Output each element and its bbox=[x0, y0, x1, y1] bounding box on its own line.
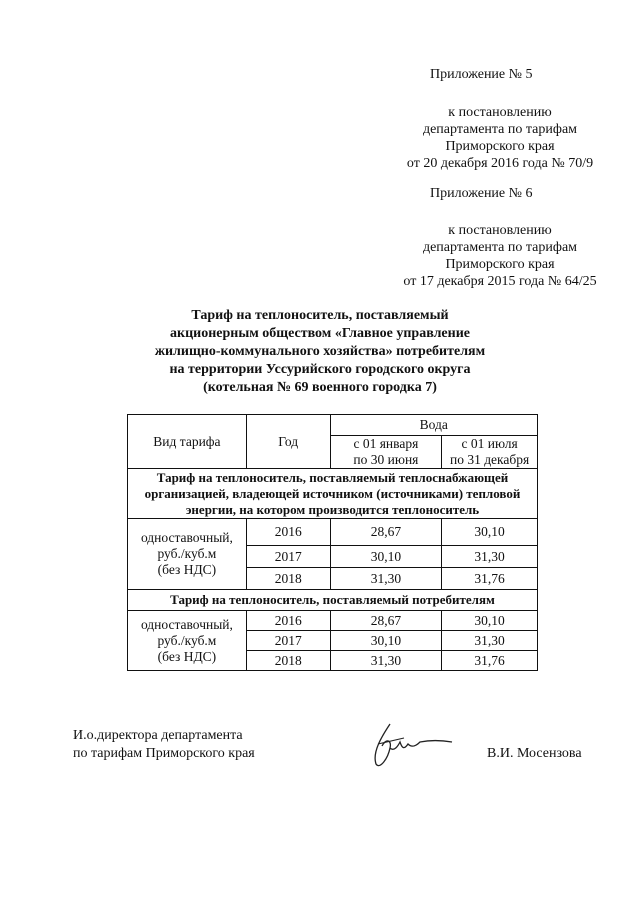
section-title: Тариф на теплоноситель, поставляемый теплоснабжающей организацией, владеющей источником (источниками) тепловой энергии, на котором производится теплоноситель bbox=[128, 469, 538, 519]
position-line: по тарифам Приморского края bbox=[73, 746, 255, 761]
appendix-5-reference bbox=[400, 104, 600, 172]
signatory-position bbox=[73, 727, 255, 763]
header-period-1 bbox=[330, 436, 442, 469]
appendix-6-reference bbox=[400, 222, 600, 290]
type-line: руб./куб.м bbox=[157, 546, 217, 561]
position-line: И.о.директора департамента bbox=[73, 728, 243, 743]
type-line: одноставочный, bbox=[140, 616, 233, 632]
section-title: Тариф на теплоноситель, поставляемый потребителям bbox=[128, 590, 538, 611]
title-line: (котельная № 69 военного городка 7) bbox=[203, 380, 437, 395]
value-cell: 30,10 bbox=[330, 546, 442, 568]
period-line: с 01 июля bbox=[461, 436, 518, 451]
title-line: жилищно-коммунального хозяйства» потребителям bbox=[154, 344, 486, 359]
header-water: Вода bbox=[330, 415, 537, 436]
value-cell: 28,67 bbox=[330, 519, 442, 546]
value-cell: 31,30 bbox=[442, 631, 538, 651]
type-line: (без НДС) bbox=[157, 562, 217, 577]
reference-line: к постановлению bbox=[448, 223, 552, 238]
reference-line: департамента по тарифам bbox=[422, 240, 578, 255]
value-cell: 31,76 bbox=[442, 568, 538, 590]
value-cell: 31,30 bbox=[330, 651, 442, 671]
value-cell: 30,10 bbox=[442, 611, 538, 631]
value-cell: 31,30 bbox=[442, 546, 538, 568]
value-cell: 28,67 bbox=[330, 611, 442, 631]
period-line: по 31 декабря bbox=[449, 452, 530, 467]
type-label bbox=[128, 519, 247, 590]
type-line: руб./куб.м bbox=[157, 632, 217, 648]
reference-line: департамента по тарифам bbox=[422, 122, 578, 137]
year-cell: 2018 bbox=[246, 651, 330, 671]
handwritten-signature bbox=[360, 718, 460, 778]
value-cell: 30,10 bbox=[442, 519, 538, 546]
type-line: одноставочный, bbox=[140, 530, 233, 545]
reference-line: к постановлению bbox=[448, 105, 552, 120]
document-title bbox=[100, 307, 540, 397]
value-cell: 30,10 bbox=[330, 631, 442, 651]
title-line: Тариф на теплоноситель, поставляемый bbox=[191, 308, 449, 323]
reference-line: Приморского края bbox=[445, 139, 555, 154]
year-cell: 2017 bbox=[246, 631, 330, 651]
year-cell: 2017 bbox=[246, 546, 330, 568]
value-cell: 31,76 bbox=[442, 651, 538, 671]
header-type: Вид тарифа bbox=[128, 415, 247, 469]
header-year: Год bbox=[246, 415, 330, 469]
value-cell: 31,30 bbox=[330, 568, 442, 590]
tariff-table bbox=[127, 414, 538, 671]
title-line: на территории Уссурийского городского округа bbox=[169, 362, 471, 377]
appendix-5-title: Приложение № 5 bbox=[430, 67, 533, 82]
year-cell: 2016 bbox=[246, 611, 330, 631]
reference-line: от 20 декабря 2016 года № 70/9 bbox=[406, 156, 594, 171]
period-line: по 30 июня bbox=[353, 452, 419, 467]
type-label bbox=[128, 611, 247, 671]
reference-line: Приморского края bbox=[445, 257, 555, 272]
period-line: с 01 января bbox=[353, 436, 419, 451]
type-line: (без НДС) bbox=[157, 648, 217, 664]
signatory-name: В.И. Мосензова bbox=[487, 746, 582, 761]
appendix-6-title: Приложение № 6 bbox=[430, 186, 533, 201]
reference-line: от 17 декабря 2015 года № 64/25 bbox=[403, 274, 597, 289]
header-period-2 bbox=[442, 436, 538, 469]
year-cell: 2018 bbox=[246, 568, 330, 590]
title-line: акционерным обществом «Главное управление bbox=[170, 326, 470, 341]
year-cell: 2016 bbox=[246, 519, 330, 546]
